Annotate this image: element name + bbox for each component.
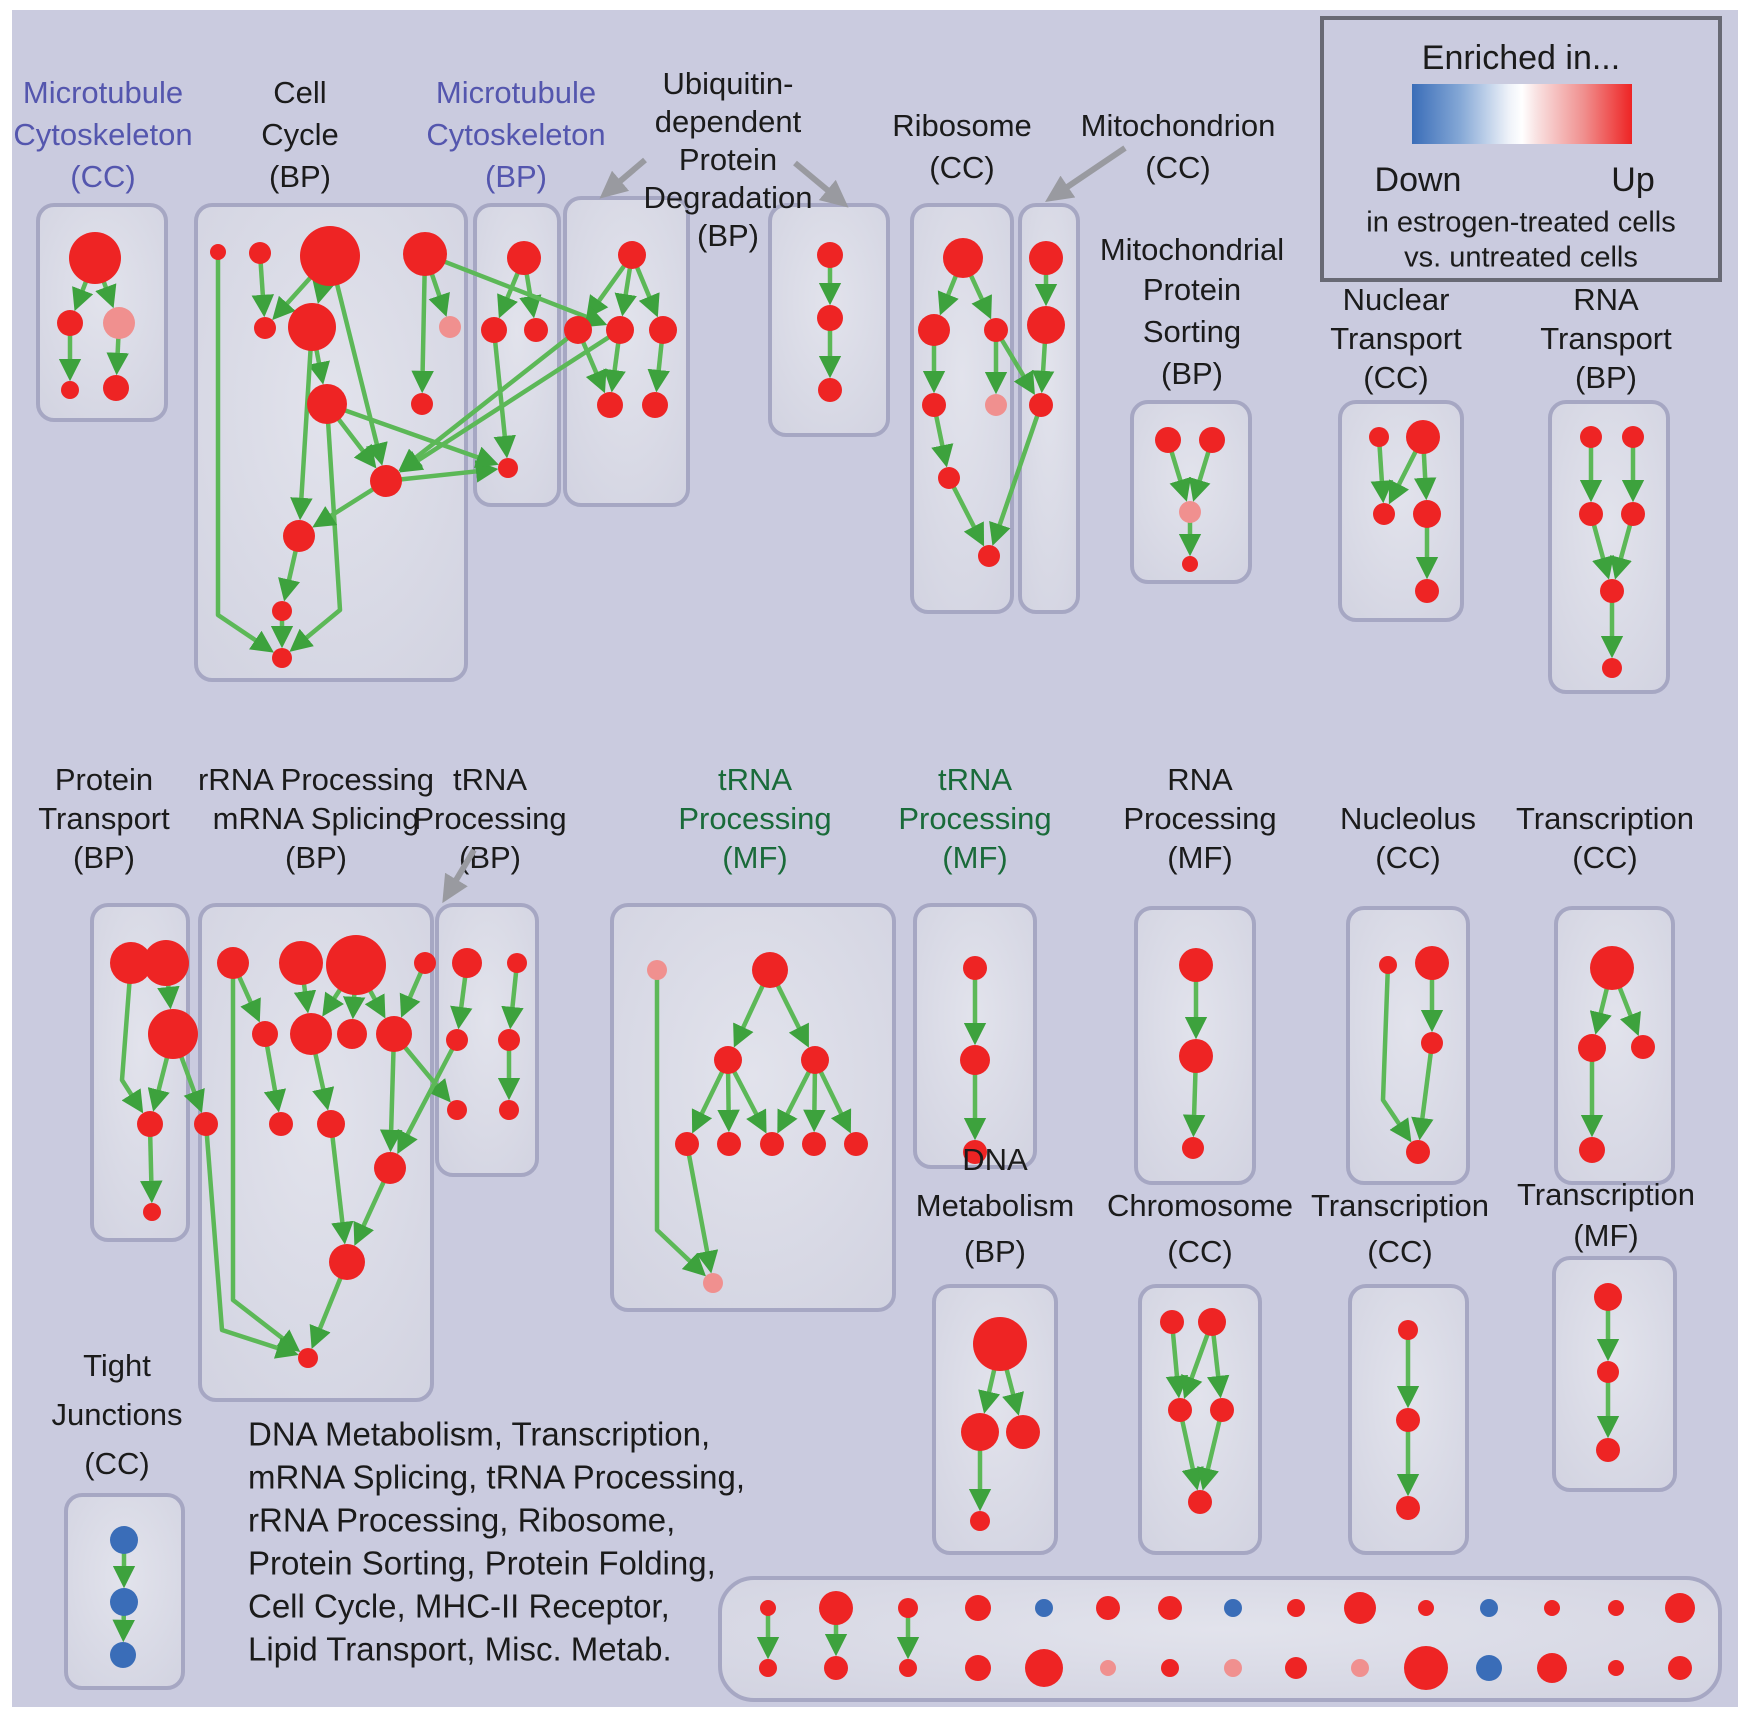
cluster-box-rna-transport-bp — [1550, 402, 1668, 692]
cluster-label-microtubule-cytoskeleton-bp: Microtubule — [435, 75, 597, 111]
cluster-label-rna-transport-bp: (BP) — [1575, 360, 1637, 396]
go-term-node — [1404, 1646, 1448, 1690]
go-term-node — [1396, 1496, 1420, 1520]
go-term-node — [760, 1600, 776, 1616]
go-term-node — [272, 601, 292, 621]
go-term-node — [1168, 1398, 1192, 1422]
go-term-node — [414, 952, 436, 974]
edge-arrow — [728, 1072, 729, 1126]
legend-down-label: Down — [1374, 160, 1462, 199]
go-term-node — [446, 1029, 468, 1051]
cluster-label-rna-processing-mf: RNA — [1167, 762, 1233, 798]
cluster-label-transcription-mf: Transcription — [1516, 1177, 1696, 1213]
go-term-node — [801, 1046, 829, 1074]
edge-arrow — [353, 993, 354, 1013]
go-term-node — [337, 1019, 367, 1049]
go-term-node — [57, 310, 83, 336]
go-term-node — [499, 1100, 519, 1120]
go-term-node — [1224, 1659, 1242, 1677]
go-term-node — [844, 1132, 868, 1156]
cluster-label-trna-processing-mf-small: Processing — [898, 801, 1052, 837]
go-term-node — [1344, 1592, 1376, 1624]
go-term-node — [317, 1110, 345, 1138]
go-term-node — [817, 305, 843, 331]
go-term-node — [1590, 946, 1634, 990]
go-term-node — [1600, 579, 1624, 603]
go-term-node — [1179, 501, 1201, 523]
go-term-node — [376, 1016, 412, 1052]
go-term-node — [943, 238, 983, 278]
go-term-node — [279, 941, 323, 985]
cluster-label-microtubule-cytoskeleton-bp: Cytoskeleton — [426, 117, 606, 153]
cluster-label-ubiquitin-dependent-protein-degradation-bp: dependent — [654, 104, 802, 140]
go-term-node — [1594, 1283, 1622, 1311]
cluster-label-nucleolus-cc: Nucleolus — [1339, 801, 1477, 837]
go-term-node — [217, 947, 249, 979]
go-term-node — [1631, 1035, 1655, 1059]
misc-terms-note-line: Lipid Transport, Misc. Metab. — [248, 1630, 672, 1668]
legend-up-label: Up — [1611, 160, 1655, 199]
cluster-label-ubiquitin-dependent-protein-degradation-bp: Protein — [678, 142, 778, 178]
go-term-node — [817, 242, 843, 268]
go-term-node — [1158, 1596, 1182, 1620]
go-term-node — [714, 1046, 742, 1074]
go-term-node — [370, 465, 402, 497]
cluster-label-protein-transport-bp: Protein — [54, 762, 154, 798]
go-term-node — [642, 392, 668, 418]
go-term-node — [802, 1132, 826, 1156]
go-term-node — [1161, 1659, 1179, 1677]
go-term-node — [194, 1112, 218, 1136]
go-term-node — [252, 1021, 278, 1047]
go-term-node — [1379, 956, 1397, 974]
go-term-node — [1622, 426, 1644, 448]
go-term-node — [1006, 1415, 1040, 1449]
go-term-node — [1480, 1599, 1498, 1617]
go-term-node — [143, 1203, 161, 1221]
go-term-node — [960, 1045, 990, 1075]
cluster-label-nuclear-transport-cc: Transport — [1330, 321, 1462, 357]
go-term-node — [1398, 1320, 1418, 1340]
go-term-node — [269, 1112, 293, 1136]
legend-subtitle: vs. untreated cells — [1404, 241, 1638, 274]
cluster-label-trna-processing-bp: Processing — [413, 801, 567, 837]
cluster-label-trna-processing-bp: (BP) — [459, 840, 521, 876]
misc-terms-note-line: DNA Metabolism, Transcription, — [248, 1415, 711, 1453]
cluster-label-ribosome-cc: (CC) — [929, 150, 995, 186]
go-term-node — [110, 1588, 138, 1616]
go-term-node — [1285, 1657, 1307, 1679]
go-term-node — [1351, 1659, 1369, 1677]
cluster-label-trna-processing-mf-small: tRNA — [937, 762, 1013, 798]
go-term-node — [329, 1244, 365, 1280]
go-term-node — [978, 545, 1000, 567]
cluster-label-dna-metabolism-bp: (BP) — [964, 1234, 1026, 1270]
cluster-label-transcription-cc-lower: (CC) — [1367, 1234, 1433, 1270]
go-term-node — [110, 1642, 136, 1668]
cluster-label-chromosome-cc: Chromosome — [1106, 1188, 1294, 1224]
cluster-label-transcription-cc-upper: (CC) — [1572, 840, 1638, 876]
go-term-node — [1224, 1599, 1242, 1617]
go-term-node — [1406, 420, 1440, 454]
go-term-node — [447, 1100, 467, 1120]
cluster-label-transcription-mf: (MF) — [1573, 1218, 1639, 1254]
cluster-label-rna-processing-mf: (MF) — [1167, 840, 1233, 876]
go-term-node — [618, 241, 646, 269]
cluster-label-mitochondrion-cc: Mitochondrion — [1080, 108, 1276, 144]
cluster-label-transcription-cc-upper: Transcription — [1515, 801, 1695, 837]
cluster-label-microtubule-cytoskeleton-cc: Cytoskeleton — [13, 117, 193, 153]
go-term-node — [675, 1132, 699, 1156]
cluster-box-mitochondrial-protein-sorting-bp — [1132, 402, 1250, 582]
cluster-label-transcription-cc-lower: Transcription — [1310, 1188, 1490, 1224]
go-term-node — [918, 314, 950, 346]
go-term-node — [1421, 1032, 1443, 1054]
cluster-label-nuclear-transport-cc: (CC) — [1363, 360, 1429, 396]
go-term-node — [961, 1413, 999, 1451]
go-term-node — [1597, 1361, 1619, 1383]
go-term-node — [1578, 1034, 1606, 1062]
go-term-node — [210, 244, 226, 260]
go-term-node — [1476, 1655, 1502, 1681]
cluster-label-ribosome-cc: Ribosome — [892, 108, 1032, 144]
go-term-node — [326, 935, 386, 995]
go-term-node — [965, 1655, 991, 1681]
misc-terms-note-line: Protein Sorting, Protein Folding, — [248, 1544, 716, 1582]
go-term-node — [1373, 503, 1395, 525]
cluster-label-rrna-processing-mrna-splicing-bp: rRNA Processing — [197, 762, 435, 798]
go-term-node — [1415, 579, 1439, 603]
cluster-label-trna-processing-mf-large: Processing — [678, 801, 832, 837]
go-term-node — [298, 1348, 318, 1368]
go-term-node — [818, 378, 842, 402]
go-term-node — [1035, 1599, 1053, 1617]
go-term-node — [1602, 658, 1622, 678]
go-term-node — [899, 1659, 917, 1677]
go-term-node — [760, 1132, 784, 1156]
go-term-node — [1396, 1408, 1420, 1432]
go-term-node — [647, 960, 667, 980]
edge-arrow — [391, 1050, 394, 1146]
cluster-label-mitochondrial-protein-sorting-bp: Protein — [1142, 272, 1242, 308]
go-term-node — [564, 316, 592, 344]
go-term-node — [938, 467, 960, 489]
go-term-node — [374, 1152, 406, 1184]
go-term-node — [1596, 1438, 1620, 1462]
go-term-node — [963, 956, 987, 980]
go-term-node — [103, 307, 135, 339]
go-term-node — [1406, 1140, 1430, 1164]
go-term-node — [1537, 1653, 1567, 1683]
cluster-label-mitochondrial-protein-sorting-bp: Mitochondrial — [1099, 232, 1285, 268]
misc-terms-note-line: mRNA Splicing, tRNA Processing, — [248, 1458, 746, 1496]
go-term-node — [1413, 500, 1441, 528]
cluster-label-trna-processing-mf-large: (MF) — [722, 840, 788, 876]
cluster-label-microtubule-cytoskeleton-cc: Microtubule — [22, 75, 184, 111]
cluster-box-misc-terms — [720, 1578, 1720, 1700]
cluster-label-trna-processing-mf-large: tRNA — [717, 762, 793, 798]
cluster-label-ubiquitin-dependent-protein-degradation-bp: Ubiquitin- — [662, 66, 794, 102]
go-term-node — [290, 1013, 332, 1055]
go-term-node — [1621, 502, 1645, 526]
go-term-node — [985, 394, 1007, 416]
cluster-label-rrna-processing-mrna-splicing-bp: (BP) — [285, 840, 347, 876]
go-term-node — [984, 318, 1008, 342]
cluster-label-trna-processing-bp: tRNA — [452, 762, 528, 798]
go-term-node — [759, 1659, 777, 1677]
go-term-node — [970, 1511, 990, 1531]
go-term-node — [819, 1591, 853, 1625]
edge-arrow — [814, 1072, 815, 1126]
go-term-node — [507, 241, 541, 275]
go-term-node — [411, 393, 433, 415]
go-term-node — [703, 1273, 723, 1293]
go-term-node — [1096, 1596, 1120, 1620]
go-term-node — [717, 1132, 741, 1156]
cluster-label-protein-transport-bp: (BP) — [73, 840, 135, 876]
go-term-node — [1100, 1660, 1116, 1676]
go-term-node — [1608, 1600, 1624, 1616]
cluster-label-rna-transport-bp: Transport — [1540, 321, 1672, 357]
go-term-node — [1179, 1039, 1213, 1073]
go-term-node — [1418, 1600, 1434, 1616]
misc-terms-note-line: Cell Cycle, MHC-II Receptor, — [248, 1587, 670, 1625]
cluster-label-mitochondrial-protein-sorting-bp: (BP) — [1161, 356, 1223, 392]
go-term-node — [254, 317, 276, 339]
go-term-node — [1369, 427, 1389, 447]
go-term-node — [1188, 1490, 1212, 1514]
edge-arrow — [1424, 452, 1426, 494]
cluster-label-microtubule-cytoskeleton-bp: (BP) — [485, 159, 547, 195]
edge-arrow — [1194, 1071, 1196, 1131]
cluster-label-cell-cycle-bp: Cell — [273, 75, 327, 111]
cluster-label-tight-junctions-cc: Tight — [83, 1348, 151, 1384]
cluster-label-rna-processing-mf: Processing — [1123, 801, 1277, 837]
go-term-node — [1287, 1599, 1305, 1617]
go-term-node — [1179, 948, 1213, 982]
go-term-node — [1182, 556, 1198, 572]
go-term-node — [307, 384, 347, 424]
go-term-node — [507, 953, 527, 973]
go-term-node — [69, 232, 121, 284]
go-term-node — [137, 1111, 163, 1137]
go-term-node — [824, 1656, 848, 1680]
edge-arrow — [1042, 342, 1045, 387]
edge-arrow — [422, 274, 424, 387]
cluster-label-ubiquitin-dependent-protein-degradation-bp: Degradation — [643, 180, 813, 216]
go-term-node — [1608, 1660, 1624, 1676]
go-term-node — [452, 948, 482, 978]
go-term-node — [1029, 393, 1053, 417]
go-term-node — [1198, 1308, 1226, 1336]
go-term-node — [103, 375, 129, 401]
go-term-node — [1415, 946, 1449, 980]
go-term-node — [1579, 502, 1603, 526]
go-term-node — [288, 303, 336, 351]
go-term-node — [143, 940, 189, 986]
cluster-label-nucleolus-cc: (CC) — [1375, 840, 1441, 876]
cluster-label-tight-junctions-cc: (CC) — [84, 1446, 150, 1482]
go-term-node — [1544, 1600, 1560, 1616]
go-term-node — [498, 458, 518, 478]
cluster-label-rna-transport-bp: RNA — [1573, 282, 1639, 318]
legend-gradient-bar — [1412, 84, 1632, 144]
cluster-label-dna-metabolism-bp: DNA — [962, 1142, 1028, 1178]
cluster-label-microtubule-cytoskeleton-cc: (CC) — [70, 159, 136, 195]
go-term-node — [1579, 1137, 1605, 1163]
cluster-label-nuclear-transport-cc: Nuclear — [1342, 282, 1450, 318]
go-term-node — [973, 1317, 1027, 1371]
go-term-node — [1029, 241, 1063, 275]
go-term-node — [524, 318, 548, 342]
cluster-label-tight-junctions-cc: Junctions — [51, 1397, 183, 1433]
go-term-node — [1210, 1398, 1234, 1422]
cluster-label-ubiquitin-dependent-protein-degradation-bp: (BP) — [697, 218, 759, 254]
edge-arrow — [168, 984, 170, 1003]
cluster-label-mitochondrion-cc: (CC) — [1145, 150, 1211, 186]
go-term-node — [649, 316, 677, 344]
go-term-node — [597, 392, 623, 418]
go-term-node — [481, 317, 507, 343]
misc-terms-note-line: rRNA Processing, Ribosome, — [248, 1501, 676, 1539]
legend-subtitle: in estrogen-treated cells — [1366, 206, 1676, 239]
go-term-node — [898, 1598, 918, 1618]
edge-arrow — [150, 1135, 152, 1197]
go-term-node — [1160, 1310, 1184, 1334]
go-term-node — [1665, 1593, 1695, 1623]
legend-title: Enriched in... — [1421, 38, 1621, 77]
go-term-node — [283, 520, 315, 552]
go-term-node — [148, 1009, 198, 1059]
go-term-node — [439, 316, 461, 338]
cluster-label-trna-processing-mf-small: (MF) — [942, 840, 1008, 876]
go-term-node — [61, 381, 79, 399]
cluster-box-nuclear-transport-cc — [1340, 402, 1462, 620]
go-term-node — [1155, 427, 1181, 453]
edge-arrow — [117, 337, 119, 369]
go-term-node — [922, 393, 946, 417]
go-term-node — [498, 1029, 520, 1051]
go-term-node — [1027, 306, 1065, 344]
go-term-node — [965, 1595, 991, 1621]
go-term-node — [1199, 427, 1225, 453]
go-term-node — [300, 226, 360, 286]
cluster-label-mitochondrial-protein-sorting-bp: Sorting — [1142, 314, 1242, 350]
go-term-node — [752, 952, 788, 988]
cluster-label-rrna-processing-mrna-splicing-bp: mRNA Splicing — [212, 801, 420, 837]
cluster-label-protein-transport-bp: Transport — [38, 801, 170, 837]
go-term-node — [249, 242, 271, 264]
go-term-node — [272, 648, 292, 668]
go-term-node — [1182, 1137, 1204, 1159]
go-term-node — [1025, 1649, 1063, 1687]
cluster-box-nucleolus-cc — [1348, 908, 1468, 1183]
go-term-node — [606, 316, 634, 344]
cluster-label-cell-cycle-bp: (BP) — [269, 159, 331, 195]
cluster-label-dna-metabolism-bp: Metabolism — [915, 1188, 1075, 1224]
cluster-label-cell-cycle-bp: Cycle — [261, 117, 339, 153]
go-term-node — [1668, 1656, 1692, 1680]
cluster-label-chromosome-cc: (CC) — [1167, 1234, 1233, 1270]
go-term-node — [1580, 426, 1602, 448]
go-term-node — [403, 232, 447, 276]
go-term-node — [110, 1526, 138, 1554]
